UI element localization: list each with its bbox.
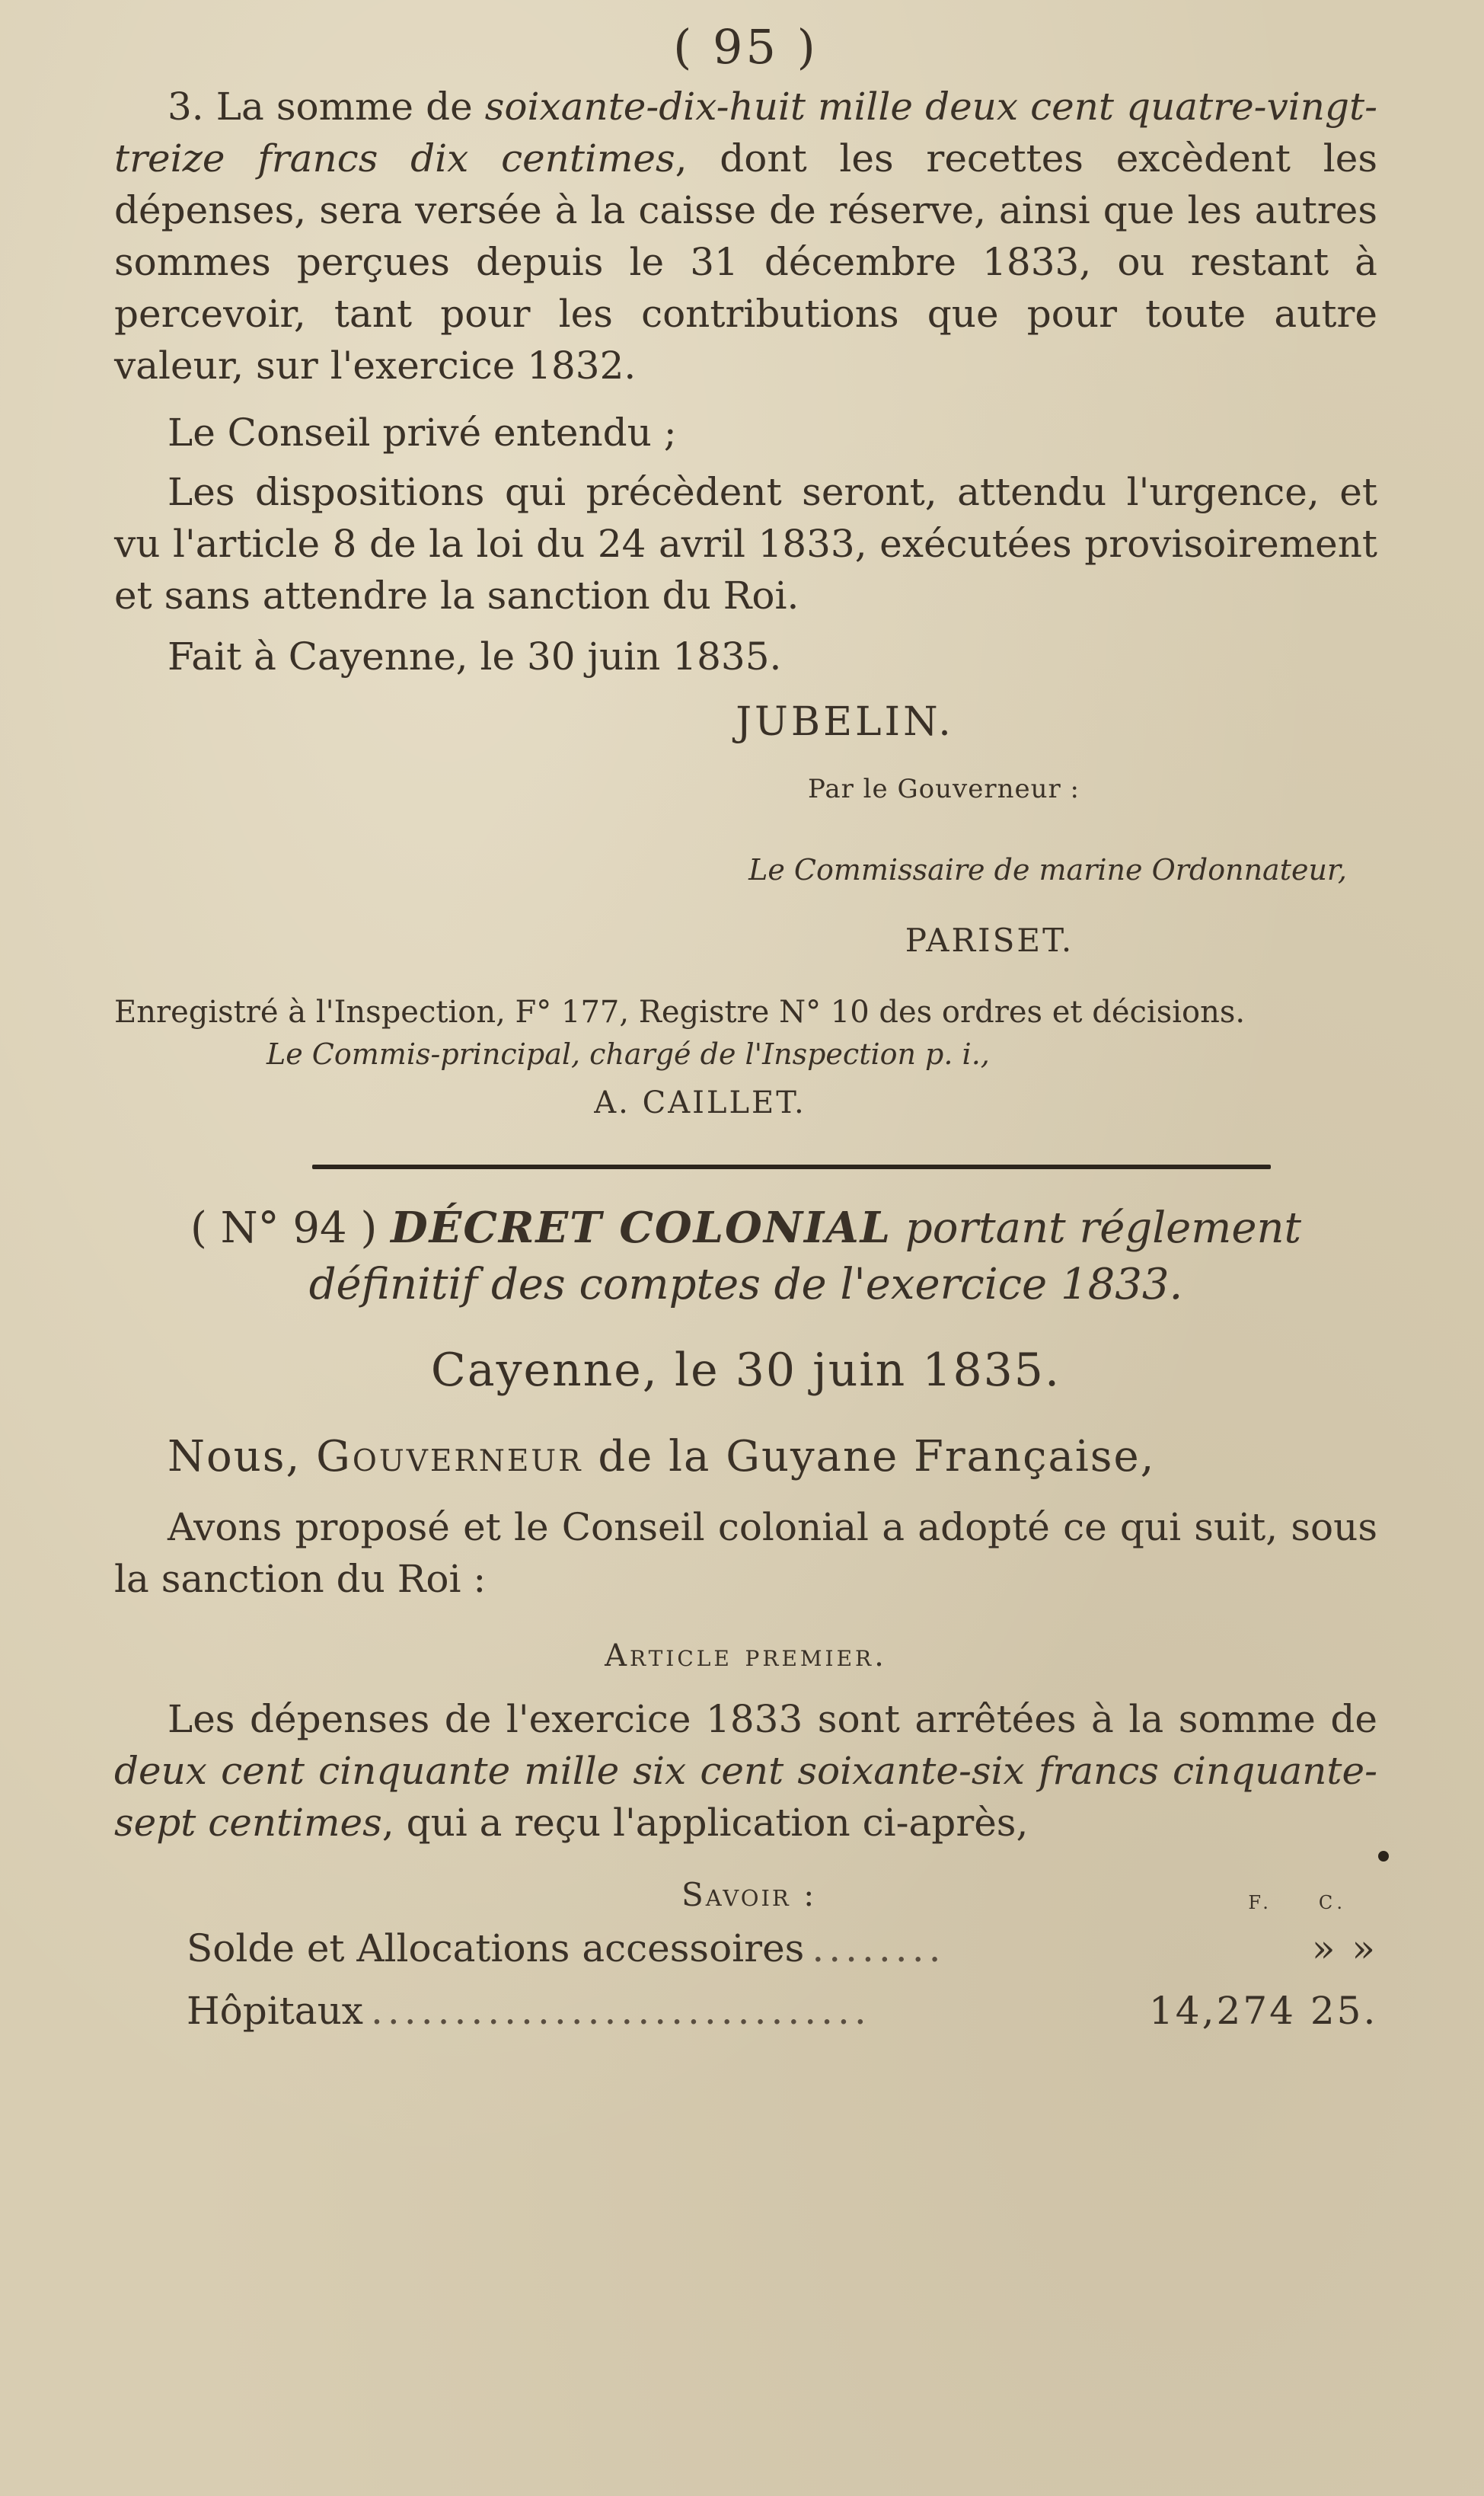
article-amount-words: deux cent cinquante mille six cent soixante-six francs cinquante-sept centimes [114, 1749, 1377, 1846]
list-item [114, 1983, 1377, 2038]
signature-jubelin: JUBELIN. [736, 699, 954, 746]
column-units [1248, 1892, 1347, 1913]
paragraph-article-3 [114, 81, 1377, 391]
nous-pre: Nous, [168, 1432, 317, 1482]
amount-in-words: soixante-dix-huit mille deux cent quatre-vingt-treize francs dix centimes [114, 85, 1377, 181]
article-text-pre: Les dépenses de l'exercice 1833 sont arrêtées à la somme de [168, 1697, 1377, 1742]
nous-line [114, 1432, 1377, 1481]
ink-speck [1378, 1851, 1389, 1862]
leader-dots: .............................. [371, 1989, 871, 2034]
place-date: Cayenne, le 30 juin 1835. [430, 1344, 1061, 1398]
centimes-unit: C. [1318, 1892, 1347, 1914]
item-label: Solde et Allocations accessoires [187, 1926, 805, 1971]
savoir-row [114, 1876, 1377, 1913]
clerk-name: A. CAILLET. [594, 1085, 806, 1121]
article-text-post: , qui a reçu l'application ci-après, [381, 1801, 1029, 1846]
decree-title-main: DÉCRET COLONIAL [391, 1203, 892, 1254]
commissioner-title: Le Commissaire de marine Ordonnateur, [748, 853, 1347, 887]
decree-title-rest: portant réglement définitif des comptes de l'exercice 1833. [308, 1203, 1302, 1310]
savoir-heading: Savoir : [681, 1876, 817, 1914]
leader-dots: ........ [812, 1926, 946, 1971]
commissioner-name: PARISET. [905, 922, 1074, 960]
item-amount: 14,274 25. [1149, 1989, 1378, 2034]
section-divider [312, 1165, 1271, 1169]
article-heading: Article premier. [605, 1638, 887, 1674]
paragraph-text: , dont les recettes excèdent les dépenses, sera versée à la caisse de réserve, ainsi que les autres sommes perçues depuis le 31 décembre 1833, ou restant à percevoir, tant pour les contributions que pour toute autre valeur, sur l'exercice 1832. [114, 136, 1377, 388]
gouverneur-word: Gouverneur [316, 1432, 583, 1482]
registration-line: Enregistré à l'Inspection, F° 177, Registre N° 10 des ordres et décisions. [114, 995, 1246, 1031]
paragraph-text: 3. La somme de [168, 85, 485, 129]
page-number: ( 95 ) [673, 19, 819, 75]
decree-title [114, 1200, 1377, 1313]
date-line: Fait à Cayenne, le 30 juin 1835. [168, 634, 782, 679]
clerk-title: Le Commis-principal, chargé de l'Inspection p. i., [266, 1037, 990, 1072]
item-label: Hôpitaux [187, 1989, 364, 2034]
francs-unit: F. [1248, 1892, 1273, 1914]
council-heard: Le Conseil privé entendu ; [168, 411, 677, 455]
urgency-paragraph: Les dispositions qui précèdent seront, attendu l'urgence, et vu l'article 8 de la loi du 24 avril 1833, exécutées provisoirement et sans attendre la sanction du Roi. [114, 470, 1377, 618]
by-governor: Par le Gouverneur : [807, 774, 1080, 805]
adoption-paragraph: Avons proposé et le Conseil colonial a adopté ce qui suit, sous la sanction du Roi : [114, 1505, 1377, 1602]
article-text [114, 1693, 1377, 1849]
nous-post: de la Guyane Française, [582, 1432, 1156, 1482]
decree-number: ( N° 94 ) [190, 1203, 378, 1254]
list-item [114, 1921, 1377, 1976]
item-amount: » » [1311, 1926, 1377, 1971]
